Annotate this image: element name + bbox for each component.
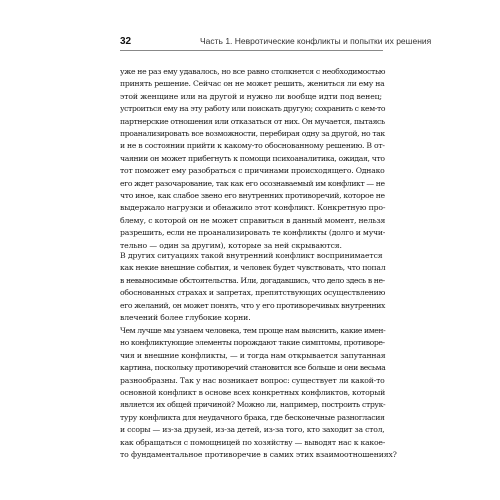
text-line: устроиться ему на эту работу или поискать другую; сохранить с кем-то	[120, 104, 386, 114]
text-line: принять решение. Сейчас он не может решить, жениться ли ему на	[120, 79, 385, 89]
text-line: его желаний, он может понять, что у его противоречивых внутренних	[120, 300, 386, 310]
text-line: этой женщине или на другой и нужно ли вообще идти под венец;	[120, 91, 382, 101]
text-line: тельно — один за другим), которые за ней скрываются.	[120, 240, 342, 250]
text-line: но конфликтующие элементы порождают такие симптомы, противоре-	[120, 338, 385, 348]
text-line: является их общей причиной? Можно ли, например, построить струк-	[120, 400, 386, 410]
text-line: и ссоры — из-за друзей, из-за детей, из-за того, кто заходит за стол,	[120, 425, 385, 435]
text-line: основной конфликт в основе всех конкретных конфликтов, который	[120, 388, 386, 398]
text-line: как обращаться с помощницей по хозяйству — выводят нас к какое-	[120, 437, 386, 447]
text-line: влечений более глубокие корни.	[120, 313, 251, 323]
text-line: чия и внешние конфликты, — и тогда нам открывается запутанная	[120, 350, 386, 360]
text-line: В других ситуациях такой внутренний конфликт воспринимается	[120, 251, 383, 260]
text-line: проанализировать все возможности, перебирая одну за другой, но так	[120, 129, 385, 139]
text-line: разнообразны. Так у нас возникает вопрос: существует ли какой-то	[120, 375, 385, 385]
text-line: картина, поскольку противоречий становится все больше и они весьма	[120, 363, 386, 373]
text-line: выдержало нагрузки и обнажило этот конфликт. Конкретную про-	[120, 203, 386, 213]
page-number: 32	[120, 36, 132, 47]
paragraph-3	[120, 325, 397, 461]
text-line: что иное, как слабое звено его внутренних противоречий, которое не	[120, 191, 385, 201]
text-line: Чем лучше мы узнаем человека, тем проще нам выяснить, какие имен-	[120, 326, 386, 335]
text-line: тот поможет ему разобраться с причинами происходящего. Однако	[120, 166, 385, 176]
text-line: разрешить, если не проанализировать те конфликты (долго и мучи-	[120, 228, 386, 238]
text-line: как некие внешние события, и человек будет чувствовать, что попал	[120, 263, 386, 273]
text-line: партнерские отношения или отказаться от них. Он мучается, пытаясь	[120, 116, 385, 126]
text-line: блему, с которой он не может справиться в данный момент, нельзя	[120, 215, 386, 225]
text-line: обоснованных страхах и запретах, препятствующих осуществлению	[120, 288, 386, 298]
text-line: туру конфликта для неудачного брака, где бесконечные разногласия	[120, 412, 385, 422]
text-line: его ждет разочарование, так как его осознаваемый им конфликт — не	[120, 178, 385, 188]
text-line: уже не раз ему удавалось, но все равно столкнется с необходимостью	[120, 67, 386, 76]
paragraph-2	[120, 250, 385, 324]
running-head: Часть 1. Невротические конфликты и попытки их решения	[200, 36, 432, 46]
text-line: и не в состоянии прийти к какому-то обоснованному решению. В от-	[120, 141, 385, 151]
text-line: то фундаментальное противоречие в самих этих взаимоотношениях?	[120, 450, 397, 460]
text-line: чаянии он может прибегнуть к помощи психоаналитика, ожидая, что	[120, 153, 385, 163]
header-divider	[120, 50, 383, 51]
text-line: в невыносимые обстоятельства. Или, догадавшись, что дело здесь в не-	[120, 275, 385, 285]
paragraph-1	[120, 66, 385, 252]
